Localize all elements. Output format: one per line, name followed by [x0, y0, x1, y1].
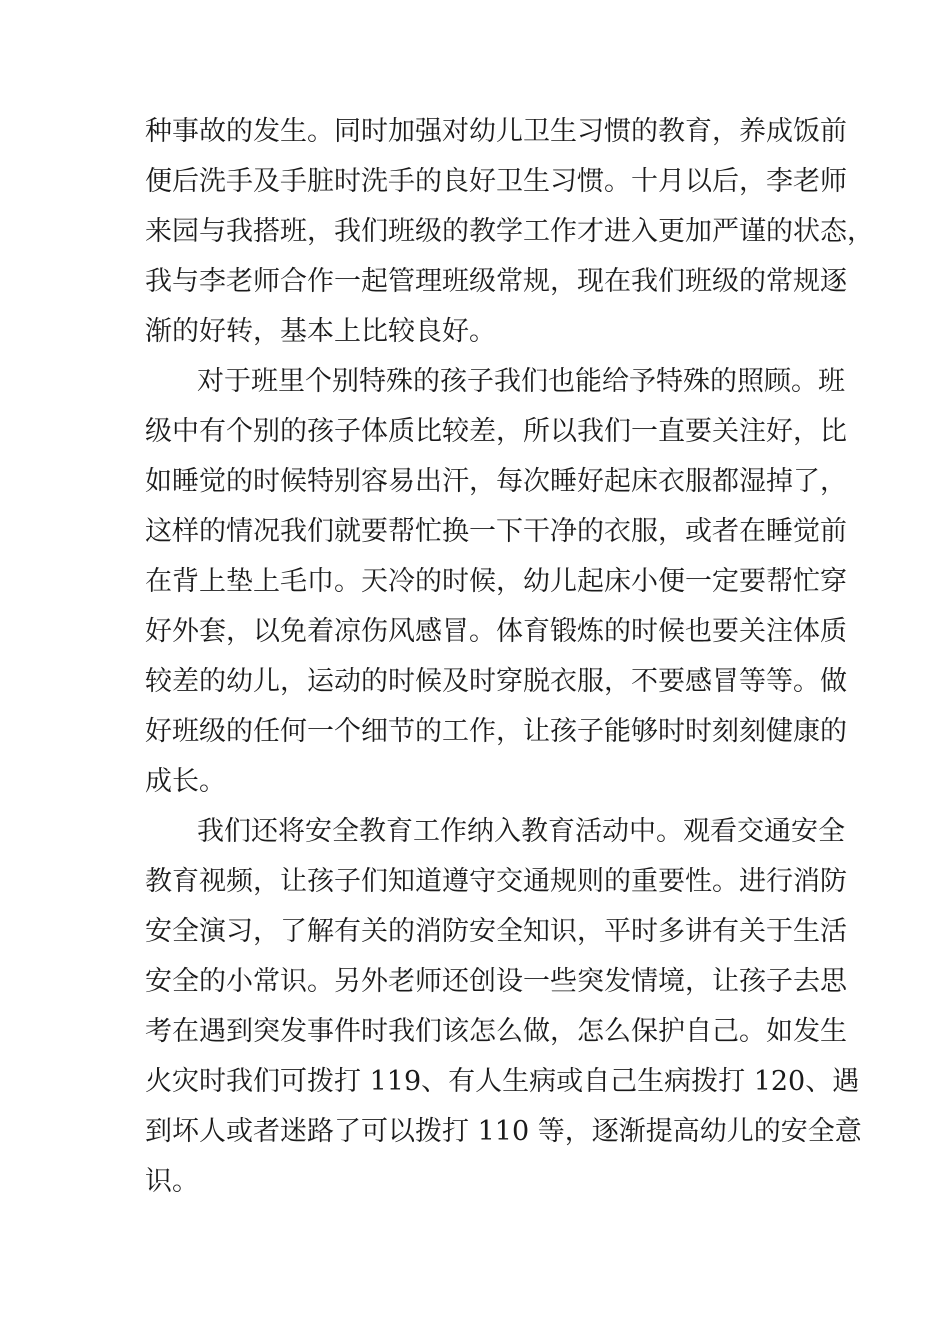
paragraph-first-line: 我们还将安全教育工作纳入教育活动中。观看交通安全 — [197, 816, 845, 847]
text-line: 教育视频，让孩子们知道遵守交通规则的重要性。进行消防 — [145, 866, 847, 897]
text-line: 来园与我搭班，我们班级的教学工作才进入更加严谨的状态， — [145, 216, 874, 247]
text-line: 识。 — [145, 1166, 199, 1197]
text-line: 种事故的发生。同时加强对幼儿卫生习惯的教育，养成饭前 — [145, 116, 847, 147]
text-line: 渐的好转，基本上比较良好。 — [145, 316, 496, 347]
text-line: 如睡觉的时候特别容易出汗，每次睡好起床衣服都湿掉了， — [145, 466, 847, 497]
text-line: 好班级的任何一个细节的工作，让孩子能够时时刻刻健康的 — [145, 716, 847, 747]
text-line: 便后洗手及手脏时洗手的良好卫生习惯。十月以后，李老师 — [145, 166, 847, 197]
text-line: 较差的幼儿，运动的时候及时穿脱衣服，不要感冒等等。做 — [145, 666, 847, 697]
text-line: 我与李老师合作一起管理班级常规，现在我们班级的常规逐 — [145, 266, 847, 297]
text-line: 安全演习，了解有关的消防安全知识，平时多讲有关于生活 — [145, 916, 847, 947]
text-line: 成长。 — [145, 766, 226, 797]
text-line: 火灾时我们可拨打 119、有人生病或自己生病拨打 120、遇 — [145, 1066, 860, 1097]
text-line: 安全的小常识。另外老师还创设一些突发情境，让孩子去思 — [145, 966, 847, 997]
text-line: 好外套，以免着凉伤风感冒。体育锻炼的时候也要关注体质 — [145, 616, 847, 647]
text-line: 这样的情况我们就要帮忙换一下干净的衣服，或者在睡觉前 — [145, 516, 847, 547]
paragraph-first-line: 对于班里个别特殊的孩子我们也能给予特殊的照顾。班 — [197, 366, 845, 397]
text-line: 到坏人或者迷路了可以拨打 110 等，逐渐提高幼儿的安全意 — [145, 1116, 862, 1147]
text-line: 在背上垫上毛巾。天冷的时候，幼儿起床小便一定要帮忙穿 — [145, 566, 847, 597]
text-line: 考在遇到突发事件时我们该怎么做，怎么保护自己。如发生 — [145, 1016, 847, 1047]
text-line: 级中有个别的孩子体质比较差，所以我们一直要关注好，比 — [145, 416, 847, 447]
